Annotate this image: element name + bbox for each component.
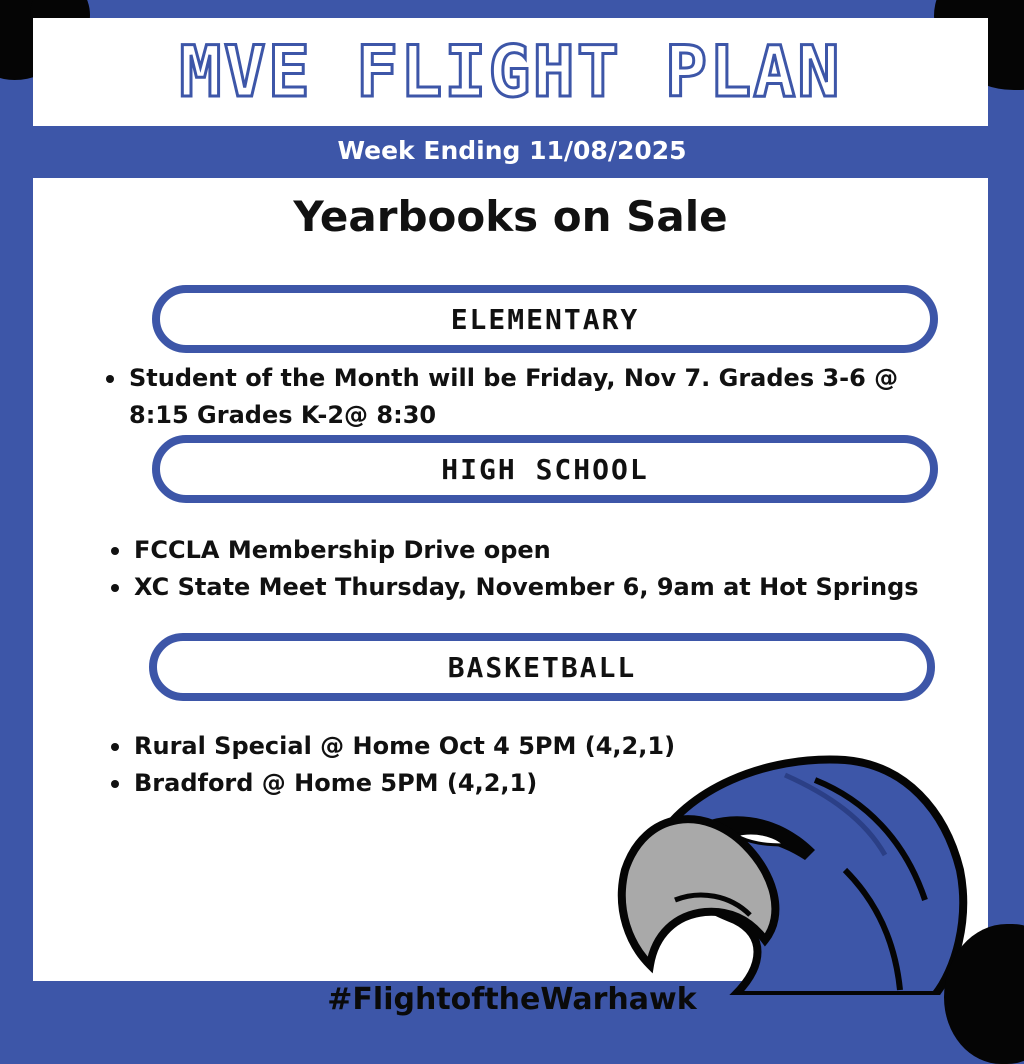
section-header-basketball: [149, 633, 935, 701]
title-banner: [33, 18, 988, 126]
list-item: Student of the Month will be Friday, Nov 7. Grades 3-6 @ 8:15 Grades K-2@ 8:30: [103, 360, 963, 434]
list-item: Rural Special @ Home Oct 4 5PM (4,2,1): [108, 728, 808, 765]
list-item: FCCLA Membership Drive open: [108, 532, 968, 569]
list-item: XC State Meet Thursday, November 6, 9am at Hot Springs: [108, 569, 968, 606]
elementary-list: [103, 360, 963, 434]
section-header-elementary: [152, 285, 938, 353]
high-school-list: [108, 532, 968, 606]
list-item: Bradford @ Home 5PM (4,2,1): [108, 765, 808, 802]
warhawk-mascot-icon: [615, 750, 975, 995]
section-title: ELEMENTARY: [450, 302, 640, 336]
section-title: HIGH SCHOOL: [441, 452, 649, 486]
section-header-high-school: [152, 435, 938, 503]
section-title: BASKETBALL: [447, 650, 637, 684]
page-title: MVE FLIGHT PLAN: [179, 31, 842, 113]
footer-hashtag: #FlightoftheWarhawk: [327, 982, 697, 1017]
headline: Yearbooks on Sale: [293, 192, 728, 241]
week-ending-label: Week Ending 11/08/2025: [337, 136, 687, 165]
